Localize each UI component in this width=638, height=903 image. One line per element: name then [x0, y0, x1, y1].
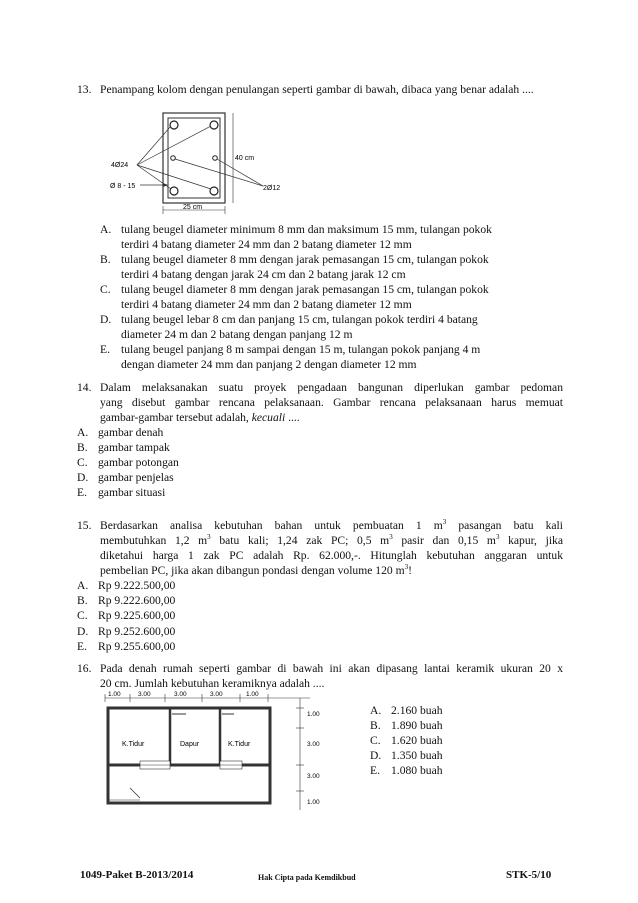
option-letter: A.	[100, 223, 112, 236]
question-line: Berdasarkan analisa kebutuhan bahan untuk pembuatan 1 $m^3$ pasangan batu kali	[100, 518, 563, 532]
column-section-figure	[110, 110, 285, 220]
answer-option[interactable]	[77, 578, 563, 593]
label-width: 25 cm	[183, 204, 203, 211]
room-label-1: K.Tidur	[122, 741, 145, 748]
answer-option[interactable]	[77, 639, 563, 654]
option-letter: C.	[370, 734, 381, 747]
question-line: diketahui harga 1 zak PC adalah Rp. 62.000,-. Hitunglah kebutuhan anggaran untuk	[100, 549, 563, 562]
floor-plan-figure	[100, 688, 340, 813]
option-letter: D.	[77, 471, 89, 484]
dim-right-4: 1.00	[307, 799, 320, 806]
question-text: Penampang kolom dengan penulangan seperti gambar di bawah, dibaca yang benar adalah ....	[100, 83, 534, 96]
option-text: Rp 9.252.600,00	[98, 624, 176, 638]
option-letter: C.	[77, 609, 88, 623]
answer-option[interactable]	[100, 312, 586, 342]
dim-top-2: 3.00	[138, 691, 151, 698]
question-14	[77, 380, 563, 500]
option-letter: B.	[77, 594, 88, 608]
question-dots: ....	[285, 411, 300, 424]
option-text: tulang beugel lebar 8 cm dan panjang 15 cm, tulangan pokok terdiri 4 batang	[121, 313, 478, 326]
question-line: pembelian PC, jika akan dibangun pondasi dengan volume 120 $m^3$!	[100, 563, 412, 577]
option-letter: D.	[77, 624, 89, 638]
option-letter: E.	[370, 764, 380, 777]
footer-right: STK-5/10	[506, 869, 552, 881]
question-13	[77, 82, 563, 97]
option-text: dengan diameter 24 mm dan panjang 2 dengan diameter 12 mm	[121, 358, 417, 371]
question-13-options	[77, 222, 586, 372]
answer-option[interactable]	[370, 748, 490, 763]
question-15	[77, 518, 563, 654]
answer-option[interactable]	[370, 703, 490, 718]
question-16	[77, 661, 563, 691]
option-letter: A.	[370, 704, 382, 717]
option-text: 1.890 buah	[391, 719, 443, 732]
option-text: tulang beugel diameter 8 mm dengan jarak pemasangan 15 cm, tulangan pokok	[121, 253, 489, 266]
label-beugel: Ø 8 - 15	[110, 183, 136, 190]
footer-left: 1049-Paket B-2013/2014	[80, 869, 194, 881]
option-text: tulang beugel diameter minimum 8 mm dan maksimum 15 mm, tulangan pokok	[121, 223, 492, 236]
answer-option[interactable]	[77, 593, 563, 608]
answer-option[interactable]	[100, 252, 586, 282]
option-text: 1.350 buah	[391, 749, 443, 762]
option-letter: E.	[77, 486, 87, 499]
answer-option[interactable]	[100, 282, 586, 312]
option-text: Rp 9.225.600,00	[98, 609, 176, 623]
option-text: gambar tampak	[98, 441, 170, 454]
dim-right-2: 3.00	[307, 741, 320, 748]
option-text: gambar penjelas	[98, 471, 174, 484]
question-16-options	[370, 703, 490, 778]
answer-option[interactable]	[370, 763, 490, 778]
answer-option[interactable]	[77, 485, 563, 500]
option-text: Rp 9.255.600,00	[98, 639, 176, 653]
room-label-3: K.Tidur	[228, 741, 251, 748]
option-text: terdiri 4 batang diameter 24 mm dan 2 batang diameter 12 mm	[121, 238, 412, 251]
label-4024: 4Ø24	[111, 162, 129, 169]
option-letter: A.	[77, 579, 89, 592]
option-letter: A.	[77, 426, 89, 439]
dim-top-4: 3.00	[210, 691, 223, 698]
question-number: 15.	[77, 519, 92, 532]
option-letter: E.	[100, 343, 110, 356]
answer-option[interactable]	[77, 455, 563, 470]
answer-option[interactable]	[370, 733, 490, 748]
answer-option[interactable]	[77, 440, 563, 455]
dim-right-3: 3.00	[307, 773, 320, 780]
option-text: gambar potongan	[98, 456, 179, 469]
question-number: 14.	[77, 381, 92, 394]
option-text: gambar situasi	[98, 486, 166, 499]
question-line: Dalam melaksanakan suatu proyek pengadaan bangunan diperlukan gambar pedoman	[100, 381, 563, 394]
option-letter: B.	[100, 253, 111, 266]
option-letter: D.	[100, 313, 112, 326]
dim-top-1: 1.00	[108, 691, 121, 698]
answer-option[interactable]	[370, 718, 490, 733]
answer-option[interactable]	[100, 222, 586, 252]
option-text: diameter 24 m dan 2 batang dengan panjang 12 m	[121, 328, 353, 341]
option-text: tulang beugel diameter 8 mm dengan jarak pemasangan 15 cm, tulangan pokok	[121, 283, 489, 296]
option-letter: B.	[370, 719, 381, 732]
question-15-options	[77, 578, 563, 654]
option-letter: C.	[77, 456, 88, 469]
room-label-2: Dapur	[180, 741, 200, 748]
answer-option[interactable]	[77, 470, 563, 485]
question-line: membutuhkan 1,2 $m^3$ batu kali; 1,24 zak PC; 0,5 $m^3$ pasir dan 0,15 $m^3$ kapur, jika	[100, 533, 563, 547]
option-text: terdiri 4 batang dengan jarak 24 cm dan 2 batang jarak 12 cm	[121, 268, 406, 281]
question-line: yang disebut gambar rencana pelaksanaan. Gambar rencana pelaksanaan harus memuat	[100, 396, 563, 409]
question-line: gambar-gambar tersebut adalah,	[100, 411, 249, 424]
question-line: Pada denah rumah seperti gambar di bawah ini akan dipasang lantai keramik ukuran 20 x	[100, 662, 563, 675]
option-text: 1.080 buah	[391, 764, 443, 777]
option-text: tulang beugel panjang 8 m sampai dengan 15 m, tulangan pokok panjang 4 m	[121, 343, 481, 356]
label-2012: 2Ø12	[263, 185, 281, 192]
dim-top-3: 3.00	[174, 691, 187, 698]
answer-option[interactable]	[77, 425, 563, 440]
dim-right-1: 1.00	[307, 711, 320, 718]
option-text: gambar denah	[98, 426, 164, 439]
label-height: 40 cm	[235, 155, 255, 162]
footer-center: Hak Cipta pada Kemdikbud	[258, 873, 356, 882]
option-letter: C.	[100, 283, 111, 296]
option-text: 2.160 buah	[391, 704, 443, 717]
question-line: 20 cm. Jumlah kebutuhan keramiknya adalah ....	[100, 677, 325, 690]
option-text: terdiri 4 batang diameter 24 mm dan 2 batang diameter 12 mm	[121, 298, 412, 311]
question-number: 13.	[77, 83, 92, 96]
question-14-options	[77, 425, 563, 500]
answer-option[interactable]	[77, 624, 563, 639]
question-number: 16.	[77, 662, 92, 675]
option-text: Rp 9.222.600,00	[98, 594, 176, 608]
option-text: Rp 9.222.500,00	[98, 579, 176, 592]
kecuali-emphasis: kecuali	[251, 411, 286, 424]
option-text: 1.620 buah	[391, 734, 443, 747]
answer-option[interactable]	[77, 608, 563, 623]
dim-top-5: 1.00	[246, 691, 259, 698]
option-letter: D.	[370, 749, 382, 762]
option-letter: B.	[77, 441, 88, 454]
answer-option[interactable]	[100, 342, 586, 372]
option-letter: E.	[77, 639, 87, 653]
